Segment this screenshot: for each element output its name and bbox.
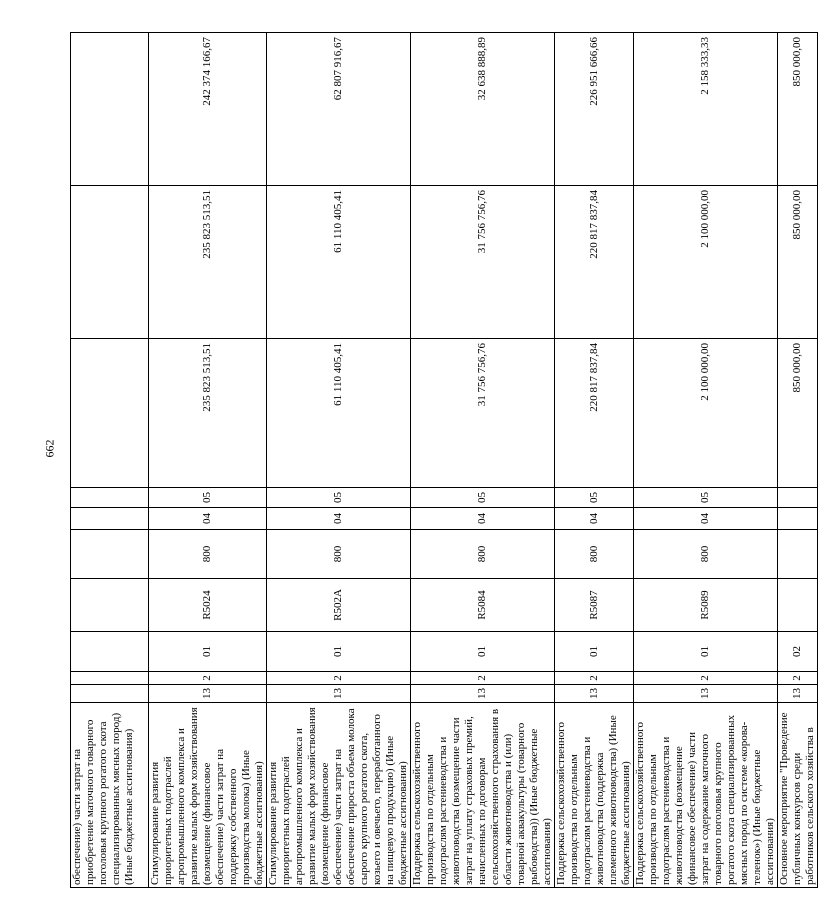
- amount-2: 220 817 837,84: [555, 186, 634, 339]
- table-row: [778, 33, 818, 888]
- expense-type-code: 800: [634, 530, 778, 579]
- subprogram-code: 2: [149, 672, 267, 685]
- program-code: 13: [149, 685, 267, 703]
- direction-code: R5084: [411, 579, 555, 632]
- section-code: 04: [555, 508, 634, 530]
- amount-3: 32 638 888,89: [411, 33, 555, 186]
- row-description: Поддержка сельскохозяйственного производства по отдельным подотраслям растениеводства и животноводства (поддержка племенного животноводства) (Иные бюджетные ассигнования): [555, 703, 634, 888]
- section-code: 04: [634, 508, 778, 530]
- table-row: [411, 33, 555, 888]
- page-number-text: 662: [42, 439, 57, 457]
- direction-code: R502A: [267, 579, 411, 632]
- subsection-code: 05: [411, 488, 555, 508]
- amount-2: [71, 186, 149, 339]
- row-description: обеспечение) части затрат на приобретение маточного товарного поголовья крупного рогатого скота специализированных мясных пород) (Иные бюджетные ассигнования): [71, 703, 149, 888]
- row-description: Стимулирование развития приоритетных подотраслей агропромышленного комплекса и развитие малых форм хозяйствования (возмещение (финансовое обеспечение) части затрат на обеспечение прироста объема молока сырого крупного рогатого скота, козьего и овечьего, переработанного на пищевую продукцию) (Иные бюджетные ассигнования): [267, 703, 411, 888]
- program-code: [71, 685, 149, 703]
- amount-2: 31 756 756,76: [411, 186, 555, 339]
- subprogram-code: 2: [555, 672, 634, 685]
- amount-1: 31 756 756,76: [411, 339, 555, 488]
- amount-1: 850 000,00: [778, 339, 818, 488]
- program-code: 13: [634, 685, 778, 703]
- page-number: [40, 428, 60, 468]
- subprogram-code: 2: [634, 672, 778, 685]
- budget-table-rotated: [70, 33, 816, 888]
- amount-3: 850 000,00: [778, 33, 818, 186]
- row-description: Поддержка сельскохозяйственного производства по отдельным подотраслям растениеводства и животноводства (возмещение части затрат на уплату страховых премий, начисленных по договорам сельскохозяйственного страхования в области животноводства и (или) товарной аквакультуры (товарного рыбоводства)) (Иные бюджетные ассигнования): [411, 703, 555, 888]
- amount-2: 235 823 513,51: [149, 186, 267, 339]
- subprogram-code: [71, 672, 149, 685]
- subsection-code: 05: [149, 488, 267, 508]
- direction-code: R5024: [149, 579, 267, 632]
- expense-type-code: 800: [555, 530, 634, 579]
- section-code: [778, 508, 818, 530]
- row-description: Поддержка сельскохозяйственного производства по отдельным подотраслям растениеводства и животноводства (возмещение (финансовое обеспечение) части затрат на содержание маточного товарного поголовья крупного рогатого скота специализированных мясных пород по системе «корова-теленок») (Иные бюджетные ассигнования): [634, 703, 778, 888]
- expense-type-code: 800: [411, 530, 555, 579]
- subsection-code: 05: [634, 488, 778, 508]
- program-code: 13: [267, 685, 411, 703]
- section-code: 04: [411, 508, 555, 530]
- measure-code: 01: [149, 632, 267, 672]
- amount-2: 2 100 000,00: [634, 186, 778, 339]
- expense-type-code: [778, 530, 818, 579]
- budget-table: [70, 32, 818, 888]
- section-code: 04: [267, 508, 411, 530]
- table-row: [267, 33, 411, 888]
- program-code: 13: [411, 685, 555, 703]
- amount-1: 235 823 513,51: [149, 339, 267, 488]
- section-code: [71, 508, 149, 530]
- measure-code: 01: [267, 632, 411, 672]
- amount-1: [71, 339, 149, 488]
- amount-3: [71, 33, 149, 186]
- subprogram-code: 2: [778, 672, 818, 685]
- direction-code: R5087: [555, 579, 634, 632]
- table-row: [634, 33, 778, 888]
- program-code: 13: [555, 685, 634, 703]
- measure-code: 01: [555, 632, 634, 672]
- amount-3: 2 158 333,33: [634, 33, 778, 186]
- subsection-code: 05: [267, 488, 411, 508]
- section-code: 04: [149, 508, 267, 530]
- direction-code: [778, 579, 818, 632]
- direction-code: R5089: [634, 579, 778, 632]
- table-row: [555, 33, 634, 888]
- measure-code: 02: [778, 632, 818, 672]
- row-description: Стимулирование развития приоритетных подотраслей агропромышленного комплекса и развитие малых форм хозяйствования (возмещение (финансовое обеспечение) части затрат на поддержку собственного производства молока) (Иные бюджетные ассигнования): [149, 703, 267, 888]
- measure-code: 01: [411, 632, 555, 672]
- amount-2: 850 000,00: [778, 186, 818, 339]
- amount-3: 62 807 916,67: [267, 33, 411, 186]
- expense-type-code: 800: [149, 530, 267, 579]
- amount-3: 226 951 666,66: [555, 33, 634, 186]
- measure-code: 01: [634, 632, 778, 672]
- subprogram-code: 2: [411, 672, 555, 685]
- subsection-code: [778, 488, 818, 508]
- program-code: 13: [778, 685, 818, 703]
- subsection-code: 05: [555, 488, 634, 508]
- direction-code: [71, 579, 149, 632]
- expense-type-code: [71, 530, 149, 579]
- table-row: [71, 33, 149, 888]
- amount-1: 220 817 837,84: [555, 339, 634, 488]
- subprogram-code: 2: [267, 672, 411, 685]
- measure-code: [71, 632, 149, 672]
- amount-3: 242 374 166,67: [149, 33, 267, 186]
- table-row: [149, 33, 267, 888]
- row-description: Основное мероприятие "Проведение публичных конкурсов среди работников сельского хозяйства в: [778, 703, 818, 888]
- expense-type-code: 800: [267, 530, 411, 579]
- amount-1: 61 110 405,41: [267, 339, 411, 488]
- amount-1: 2 100 000,00: [634, 339, 778, 488]
- amount-2: 61 110 405,41: [267, 186, 411, 339]
- subsection-code: [71, 488, 149, 508]
